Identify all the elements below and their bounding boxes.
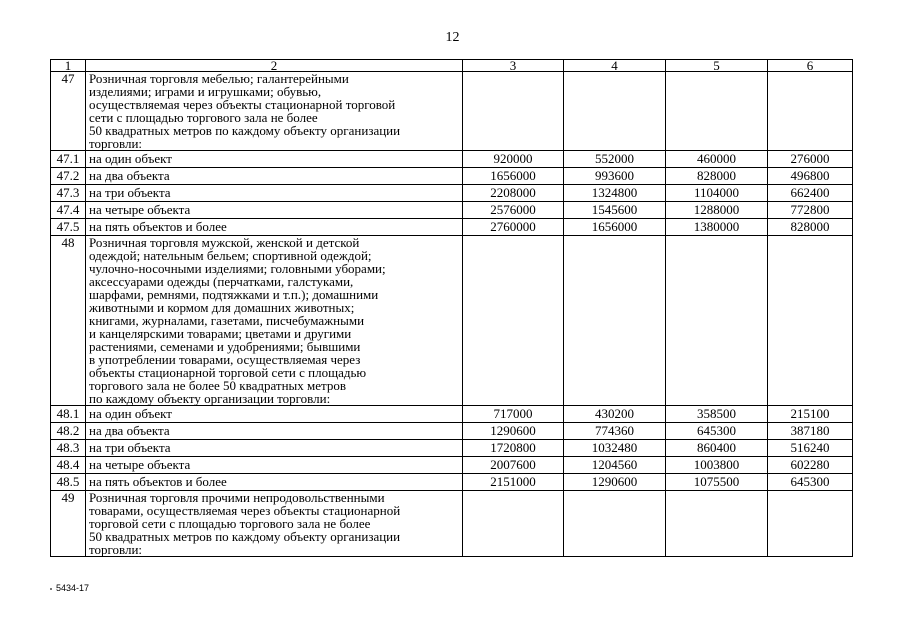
value-col-5: 1003800 <box>666 457 768 474</box>
table-row <box>51 440 853 457</box>
value-col-3: 920000 <box>463 151 564 168</box>
value-col-5: 460000 <box>666 151 768 168</box>
row-label: на один объект <box>86 406 463 423</box>
header-cell: 3 <box>463 60 564 72</box>
value-col-6: 828000 <box>768 219 853 236</box>
value-col-6: 215100 <box>768 406 853 423</box>
section-row <box>51 236 853 406</box>
section-description: Розничная торговля мебелью; галантерейными изделиями; играми и игрушками; обувью, осуществляемая через объекты стационарной торговой сети с площадью торгового зала не более 50 квадратных метров по каждому объекту организации торговли: <box>86 72 463 151</box>
section-number: 49 <box>51 491 86 557</box>
empty-cell <box>768 236 853 406</box>
value-col-6: 662400 <box>768 185 853 202</box>
empty-cell <box>666 491 768 557</box>
row-number: 48.5 <box>51 474 86 491</box>
empty-cell <box>463 491 564 557</box>
value-col-4: 1032480 <box>564 440 666 457</box>
value-col-5: 1104000 <box>666 185 768 202</box>
empty-cell <box>564 236 666 406</box>
section-description: Розничная торговля прочими непродовольственными товарами, осуществляемая через объекты стационарной торговой сети с площадью торгового зала не более 50 квадратных метров по каждому объекту организации торговли: <box>86 491 463 557</box>
row-label: на два объекта <box>86 168 463 185</box>
value-col-4: 1656000 <box>564 219 666 236</box>
header-cell: 2 <box>86 60 463 72</box>
section-description: Розничная торговля мужской, женской и детской одеждой; нательным бельем; спортивной одеждой; чулочно-носочными изделиями; головными уборами; аксессуарами одежды (перчатками, галстуками, шарфами, ремнями, подтяжками и т.п.); домашними животными и кормом для домашних животных; книгами, журналами, газетами, писчебумажными и канцелярскими товарами; цветами и другими растениями, семенами и удобрениями; бывшими в употреблении товарами, осуществляемая через объекты стационарной торговой сети с площадью торгового зала не более 50 квадратных метров по каждому объекту организации торговли: <box>86 236 463 406</box>
row-number: 48.4 <box>51 457 86 474</box>
row-label: на два объекта <box>86 423 463 440</box>
tariff-table <box>50 59 853 557</box>
row-label: на пять объектов и более <box>86 219 463 236</box>
empty-cell <box>564 491 666 557</box>
value-col-3: 2760000 <box>463 219 564 236</box>
table-row <box>51 202 853 219</box>
value-col-6: 645300 <box>768 474 853 491</box>
table-row <box>51 457 853 474</box>
header-row <box>51 60 853 72</box>
value-col-5: 1075500 <box>666 474 768 491</box>
value-col-4: 1204560 <box>564 457 666 474</box>
row-number: 47.1 <box>51 151 86 168</box>
row-label: на четыре объекта <box>86 202 463 219</box>
table-row <box>51 423 853 440</box>
row-number: 47.2 <box>51 168 86 185</box>
row-label: на три объекта <box>86 440 463 457</box>
section-number: 48 <box>51 236 86 406</box>
table-row <box>51 406 853 423</box>
row-number: 47.5 <box>51 219 86 236</box>
value-col-4: 430200 <box>564 406 666 423</box>
row-number: 48.3 <box>51 440 86 457</box>
row-number: 48.2 <box>51 423 86 440</box>
row-number: 47.3 <box>51 185 86 202</box>
row-label: на пять объектов и более <box>86 474 463 491</box>
section-row <box>51 491 853 557</box>
section-number: 47 <box>51 72 86 151</box>
value-col-3: 1656000 <box>463 168 564 185</box>
row-number: 48.1 <box>51 406 86 423</box>
page-number: 12 <box>445 30 460 45</box>
header-cell: 6 <box>768 60 853 72</box>
value-col-3: 2007600 <box>463 457 564 474</box>
header-cell: 4 <box>564 60 666 72</box>
value-col-4: 1290600 <box>564 474 666 491</box>
table-row <box>51 185 853 202</box>
value-col-5: 1380000 <box>666 219 768 236</box>
row-label: на три объекта <box>86 185 463 202</box>
empty-cell <box>768 72 853 151</box>
value-col-4: 774360 <box>564 423 666 440</box>
row-label: на один объект <box>86 151 463 168</box>
value-col-6: 276000 <box>768 151 853 168</box>
value-col-6: 516240 <box>768 440 853 457</box>
value-col-4: 1324800 <box>564 185 666 202</box>
header-cell: 5 <box>666 60 768 72</box>
value-col-5: 1288000 <box>666 202 768 219</box>
value-col-4: 552000 <box>564 151 666 168</box>
value-col-3: 2208000 <box>463 185 564 202</box>
empty-cell <box>564 72 666 151</box>
header-cell: 1 <box>51 60 86 72</box>
table-row <box>51 474 853 491</box>
empty-cell <box>463 72 564 151</box>
value-col-3: 1720800 <box>463 440 564 457</box>
row-number: 47.4 <box>51 202 86 219</box>
value-col-6: 772800 <box>768 202 853 219</box>
value-col-5: 358500 <box>666 406 768 423</box>
section-row <box>51 72 853 151</box>
empty-cell <box>666 72 768 151</box>
empty-cell <box>768 491 853 557</box>
value-col-3: 717000 <box>463 406 564 423</box>
footer-code: 5434-17 <box>56 583 90 593</box>
table-row <box>51 151 853 168</box>
value-col-3: 2576000 <box>463 202 564 219</box>
value-col-6: 602280 <box>768 457 853 474</box>
row-label: на четыре объекта <box>86 457 463 474</box>
value-col-4: 993600 <box>564 168 666 185</box>
value-col-5: 828000 <box>666 168 768 185</box>
value-col-3: 1290600 <box>463 423 564 440</box>
value-col-4: 1545600 <box>564 202 666 219</box>
value-col-3: 2151000 <box>463 474 564 491</box>
value-col-5: 645300 <box>666 423 768 440</box>
value-col-6: 387180 <box>768 423 853 440</box>
table-row <box>51 168 853 185</box>
value-col-5: 860400 <box>666 440 768 457</box>
empty-cell <box>463 236 564 406</box>
empty-cell <box>666 236 768 406</box>
value-col-6: 496800 <box>768 168 853 185</box>
scan-mark <box>50 588 52 590</box>
table-row <box>51 219 853 236</box>
